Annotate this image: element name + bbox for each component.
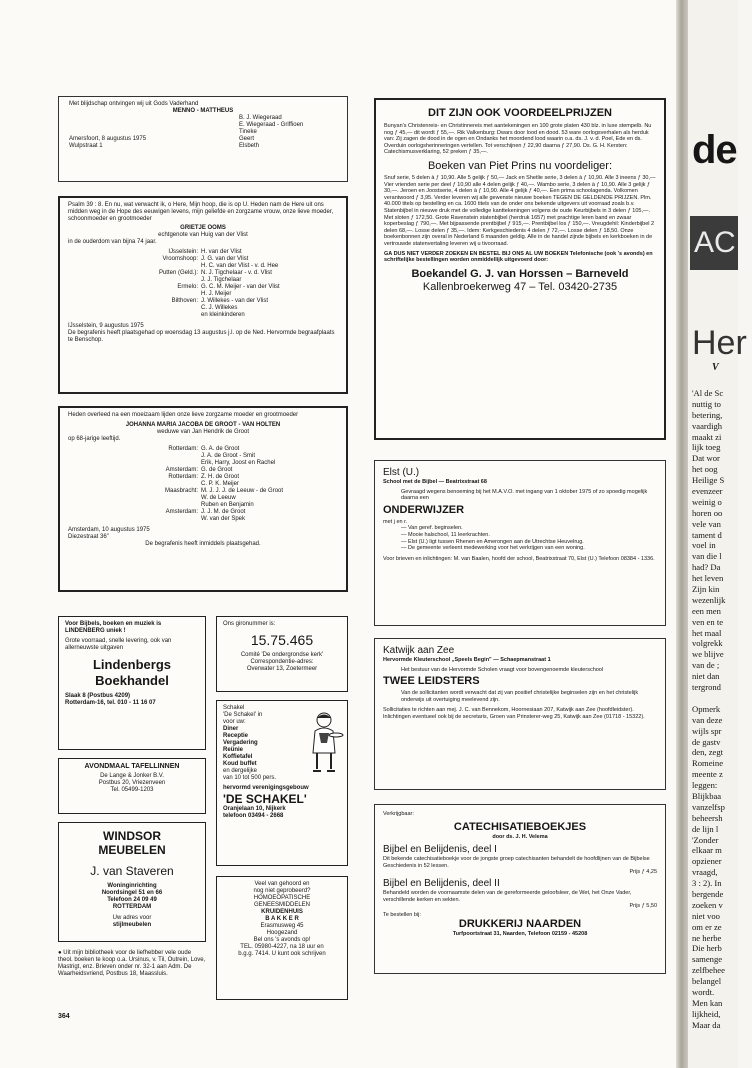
prizes-text: Bunyan's Christenreis- en Christinnereis met aantekeningen en 100 grote platen 430 blz. in luxe stempelb. Nu nog ƒ 45,— dit wordt ƒ 55,—. Rik Valkenburg: Dwars door lood en dood. 53 ware oorlogsverhalen als herduk van: Zij zagen de dood in de ogen en Ondanks het moordend lood waarin o.a. ds. J. v. d. Poel, Ede en ds. Overduin oorlogsherinneringen vertellen. Tot verschijnen ƒ 22,90 daarna ƒ 27,90. Ds. G. H. Kersten: Catechismusverklaring, 52 preken ƒ 35,—.	[384, 123, 652, 156]
schakel-item: Reünie	[223, 747, 244, 753]
cat-book-price: Prijs ƒ 5,50	[629, 903, 657, 910]
family-row: Bilthoven: J. Willekes - van der Vlist	[171, 298, 269, 304]
schakel-line: Schakel	[223, 705, 245, 711]
family-row: W. de Leeuw	[201, 495, 236, 501]
family-row: W. van der Spek	[201, 516, 246, 522]
groot-widow: weduwe van Jan Hendrik de Groot	[156, 429, 250, 435]
right-text-line: Die herb	[692, 943, 722, 954]
lindenberg-name: Lindenbergs	[92, 657, 171, 672]
groot-intro: Heden overleed na een moeizaam lijden onze lieve zorgzame moeder en grootmoeder	[68, 412, 299, 418]
family-row: J. J. Tigchelaar	[201, 277, 242, 283]
right-page	[688, 0, 747, 1068]
elst-contact: Voor brieven en inlichtingen: M. van Baalen, hoofd der school, Beatrixstraat 70, Elst (U.) Telefoon 08384 - 1336.	[383, 555, 655, 562]
family-member: Tineke	[239, 129, 257, 135]
family-row: J. A. de Groot - Smit	[201, 453, 256, 459]
groot-burial: De begrafenis heeft inmiddels plaatsgehad.	[145, 541, 261, 547]
right-text-line: Dat wor	[692, 453, 720, 464]
ooms-name: GRIETJE OOMS	[180, 225, 226, 231]
birth-name: MENNO - MATTHEUS	[172, 108, 234, 114]
cat-book-title: Bijbel en Belijdenis, deel II	[383, 877, 500, 889]
right-text-line: betering,	[692, 409, 723, 420]
right-text-line: niet dan	[692, 671, 720, 682]
family-row: Amsterdam: G. de Groot	[165, 467, 233, 473]
lindenberg-intro: Voor Bijbels, boeken en muziek is LINDENBERG uniek !	[65, 621, 162, 634]
groot-name: JOHANNA MARIA JACOBA DE GROOT - VAN HOLTEN	[125, 422, 281, 428]
waiter-illustration	[305, 711, 343, 773]
schakel-address: Oranjelaan 10, Nijkerk	[223, 806, 286, 812]
kruidenhuis-line: Bel ons 's avonds op!	[253, 937, 311, 943]
right-text-line: elkaar m	[692, 845, 722, 856]
cat-book-text: Behandeld worden de voornaamste delen van de gereformeerde geloofsleer, de Wet, het Onze Vader, verschillende kerken en sekten.	[383, 889, 632, 903]
windsor-line: Woninginrichting	[107, 883, 157, 889]
family-row: Vroomshoop: J. G. van der Vlist	[162, 256, 249, 262]
catechisatie-ad	[374, 804, 666, 974]
right-text-line: den, zegt	[692, 747, 724, 758]
elst-place: Elst (U.)	[383, 467, 420, 478]
schakel-line: 'De Schakel' in	[223, 712, 263, 718]
family-member: Elsbeth	[239, 143, 260, 149]
piet-prins-title: Boeken van Piet Prins nu voordeliger:	[427, 159, 613, 172]
elst-vacancy-title: ONDERWIJZER	[383, 503, 465, 516]
right-text-line: ne herbe	[692, 932, 722, 943]
windsor-ad	[58, 822, 206, 942]
kruidenhuis-line: b.g.g. 7414. U kunt ook schrijven	[238, 951, 326, 957]
right-headline: de	[692, 128, 737, 172]
right-text-line: 3 : 2). In	[692, 878, 722, 889]
family-row: Ermelo: G. C. M. Meijer - van der Vlist	[177, 284, 280, 290]
kruidenhuis-line: Hoogezand	[266, 930, 298, 936]
cat-book-price: Prijs ƒ 4,25	[629, 869, 657, 876]
giro-ad	[216, 616, 348, 692]
right-text-line: 'Zonder	[692, 834, 719, 845]
elst-bullet: — Elst (U.) ligt tussen Rhenen en Amerongen aan de Utrechtse Heuvelrug.	[401, 538, 584, 545]
family-member: Geert	[239, 136, 255, 142]
groot-address: Diezestraat 36"	[68, 534, 109, 540]
birth-announcement	[58, 96, 348, 182]
right-text-line: Blijkbaa	[692, 790, 722, 801]
family-row: Erik, Harry, Joost en Rachel	[201, 460, 276, 466]
avondmaal-title: AVONDMAAL TAFELLINNEN	[84, 763, 180, 770]
right-text-line: het oog	[692, 464, 718, 475]
schakel-item: Koffietafel	[223, 754, 253, 760]
right-banner-text: AC	[694, 226, 736, 259]
right-text-line: nuttig to	[692, 398, 721, 409]
giro-line: Comité 'De ondergrondse kerk'	[240, 652, 324, 658]
kruidenhuis-line: B A K K E R	[265, 916, 299, 922]
right-text-line: we blijve	[692, 649, 724, 660]
prizes-list: Snuf serie, 5 delen à ƒ 10,90. Alle 5 gelijk ƒ 50,— Jack en Shetlie serie, 3 delen à ƒ 10,90. Alle 3 ineens ƒ 30,— Vier vrienden serie per deel ƒ 10,90 alle 4 delen gelijk ƒ 40,—. Wambo serie, 3 delen à ƒ 10,90. Alle 3 gelijk ƒ 30,—. Jeroen en Joostserie, 4 delen à ƒ 10,90. Alle 4 gelijk ƒ 40,—. Een prima schoolagenda. Volkomen verantwoord ƒ 3,95. Verder leveren wij alle gewenste nieuwe boeken TEGEN DE GELDENDE PRIJZEN. Plm. 40.000 titels op bestelling en ca. 1600 titels van de onder ons bekende uitgevers uit voorraad zoals b.v. Statenbijbel in nieuwe druk met de volledige kanttekeningen volgens de oude Keurbijbels in 3 delen ƒ 105,—. Met sloten ƒ 172,50. Grote Ravenstein statenbijbel (herdruk 1657) met prachtige leren band en zwaar koperbeslag ƒ 790,—. Met bijpassende prentbijbel ƒ 915,—. Prentbijbel los ƒ 150,—. Vreugdehil: Kinderbijbel 2 delen 68,—. Losse delen ƒ 35,—. Idem: Kerkgeschiedenis 4 delen ƒ 72,—. Losse delen ƒ 18,50. Onze boekenbonnen zijn overal in Nederland 6 maanden geldig. Alle in de handel zijnde bijbels en kerkboeken in de vertrouwde statenvertaling leveren wij u tivoorraad.	[384, 174, 656, 247]
right-text-line: bergende	[692, 888, 724, 899]
lindenberg-name: Boekhandel	[95, 673, 169, 688]
birth-address: Wulpstraat 1	[69, 143, 103, 149]
right-text-line: het maal	[692, 627, 722, 638]
cat-avail: Verkrijgbaar:	[383, 811, 414, 817]
schakel-item: Diner	[223, 726, 239, 732]
right-text-line: zelfbehee	[692, 965, 725, 976]
right-heading: Her	[692, 324, 747, 362]
schakel-item: Receptie	[223, 733, 249, 739]
ooms-age: in de ouderdom van bijna 74 jaar.	[68, 239, 157, 245]
right-text-line: had? Da	[692, 562, 721, 573]
right-text-line: voel in	[692, 540, 716, 551]
avondmaal-line: Tel. 05499-1203	[110, 787, 154, 793]
obituary-de-groot	[58, 406, 348, 592]
right-text-line: samenge	[692, 954, 723, 965]
ooms-text: Psalm 39 : 8. En nu, wat verwacht ik, o Here, Mijn hoop, die is op U. Heden nam de Here uit ons midden weg in de Hope des eeuwigen levens, mijn geliefde en zorgzame vrouw, onze lieve moeder, schoonmoeder en grootmoeder	[68, 202, 334, 222]
right-text-line: horen oo	[692, 507, 723, 518]
family-row: Maasbracht: M. J. J. J. de Leeuw - de Groot	[164, 488, 284, 494]
elst-bullet: — Mooie halschool, 11 leerkrachten.	[401, 531, 490, 538]
katwijk-intro: Het bestuur van de Hervormde Scholen vraagt voor bovengenoemde kleuterschool	[401, 666, 604, 673]
right-text-line: Men kan	[692, 997, 723, 1008]
kruidenhuis-line: HOMOEOPATISCHE	[253, 895, 311, 901]
right-text-line: tament d	[692, 529, 722, 540]
right-text-line: vele van	[692, 518, 721, 529]
family-member: B. J. Wiegeraad	[239, 115, 282, 121]
right-text-line: lijk toeg	[692, 442, 721, 453]
katwijk-vacancy-title: TWEE LEIDSTERS	[383, 675, 480, 688]
birth-intro: Met blijdschap ontvingen wij uit Gods Vaderhand	[69, 101, 199, 107]
katwijk-contact: Sollicitaties te richten aan mej. J. C. van Bennekom, Hoornesiaan 207, Katwijk aan Zee (hoofdleidster). Inlichtingen eventueel ook bij de secretaris, Groen van Prinsterer-weg 25, Katwijk aan Zee (01718 - 15322).	[383, 707, 645, 720]
right-text-line: evenzeer	[692, 486, 723, 497]
cat-order: Te bestellen bij:	[383, 911, 421, 918]
elst-mjn: met j en r.	[383, 518, 408, 525]
avondmaal-line: De Lange & Jonker B.V.	[100, 773, 164, 779]
windsor-title: WINDSOR	[103, 829, 161, 843]
right-text-line: niet voo	[692, 910, 720, 921]
cat-address: Turfpoortstraat 31, Naarden, Telefoon 02159 - 45208	[452, 931, 588, 938]
prizes-title: DIT ZIJN OOK VOORDEELPRIJZEN	[428, 107, 612, 119]
kruidenhuis-line: KRUIDENHUIS	[261, 909, 303, 915]
giro-number: 15.75.465	[250, 632, 314, 648]
giro-label: Ons gironummer is:	[223, 621, 276, 627]
obituary-ooms	[58, 196, 348, 394]
lindenberg-address: Rotterdam-16, tel. 010 - 11 16 07	[65, 700, 156, 706]
right-text-line: wezenlijk	[692, 594, 726, 605]
ooms-place-date: IJsselstein, 9 augustus 1975	[68, 323, 144, 329]
family-row: Ruben en Benjamin	[201, 502, 254, 508]
elst-school: School met de Bijbel — Beatrixstraat 68	[383, 479, 487, 485]
windsor-line: Uw adres voor	[112, 915, 152, 921]
right-text-line: beheersh	[692, 812, 723, 823]
family-row: Rotterdam: Z. H. de Groot	[168, 474, 240, 480]
family-row: C. J. Willekes	[201, 305, 238, 311]
right-text-line: een men	[692, 605, 721, 616]
kruidenhuis-line: Erasmusweg 45	[260, 923, 304, 929]
right-text-line: meente z	[692, 769, 723, 780]
elst-bullet: — De gemeente verleent medewerking voor het verkrijgen van een woning.	[401, 545, 585, 552]
avondmaal-ad	[58, 758, 206, 814]
right-text-line: tergrond	[692, 682, 721, 693]
right-text-line: opziener	[692, 856, 722, 867]
page-number: 364	[58, 1013, 70, 1020]
right-text-line: Zijn kin	[692, 584, 720, 595]
schakel-name: 'DE SCHAKEL'	[223, 792, 307, 806]
family-row: H. J. Meijer	[201, 291, 232, 297]
lindenberg-address: Slaak 8 (Postbus 4209)	[65, 693, 131, 699]
right-text-line: de lijn l	[692, 823, 719, 834]
schakel-item: Koud buffet	[223, 761, 257, 767]
katwijk-text: Van de sollicitanten wordt verwacht dat zij van positief christelijke beginselen zijn en het christelijk onderwijs uit overtuiging meelevend zijn.	[401, 690, 639, 703]
lindenberg-sub: Grote voorraad, snelle levering, ook van allerneuwste uitgaven	[65, 638, 172, 651]
family-row: H. C. van der Vlist - v. d. Hee	[201, 263, 279, 269]
family-row: Rotterdam: G. A. de Groot	[168, 446, 240, 452]
groot-age: op 68-jarige leeftijd.	[68, 436, 121, 442]
kruidenhuis-line: GENEESMIDDELEN	[253, 902, 310, 908]
windsor-line: ROTTERDAM	[112, 904, 152, 910]
schakel-line: van 10 tot 500 pers.	[223, 775, 277, 781]
ooms-burial: De begrafenis heeft plaatsgehad op woensdag 13 augustus j.l. op de Ned. Hervormde begraafplaats te Benschop.	[68, 330, 335, 343]
right-text-line: het leven	[692, 573, 724, 584]
right-text-line: om er ze	[692, 921, 722, 932]
schakel-item: Vergadering	[223, 740, 258, 746]
schakel-address: telefoon 03494 - 2668	[223, 813, 284, 819]
windsor-title: MEUBELEN	[98, 843, 166, 857]
family-row: Amsterdam: J. J. M. de Groot	[165, 509, 246, 515]
library-notice: ● Uit mijn bibliotheek voor de liefhebber vele oude theol. boeken te koop o.a. Ursinus, v. Til, Outrein, Love, Mastrigt, enz. Brieven onder nr. 32-1 aan Adm. De Waarheidsvriend, Postbus 18, Maassluis.	[58, 950, 206, 977]
cat-book-title: Bijbel en Belijdenis, deel I	[383, 844, 497, 856]
family-row: C. P. K. Meijer	[201, 481, 239, 487]
right-text-line: Romeine	[692, 758, 724, 769]
book-gutter	[676, 0, 688, 1068]
elst-intro: Gevraagd wegens benoeming bij het M.A.V.O. met ingang van 1 oktober 1975 of zo spoedig mogelijk daarna een	[401, 488, 648, 502]
right-text-line: vraagd,	[692, 867, 718, 878]
right-column-text	[692, 388, 752, 1031]
katwijk-school: Hervormde Kleuterschool „Speels Begin" — Schaepmanstraat 1	[383, 657, 551, 663]
right-text-line: vanzelfsp	[692, 801, 725, 812]
schakel-line: voor uw:	[223, 719, 246, 725]
katwijk-place: Katwijk aan Zee	[383, 645, 455, 656]
right-text-line: de gastv	[692, 736, 721, 747]
right-text-line: 'Al de Sc	[692, 388, 724, 398]
lindenberg-ad	[58, 616, 206, 750]
book-prices-ad	[374, 98, 666, 440]
cat-printer: DRUKKERIJ NAARDEN	[458, 918, 582, 931]
kruidenhuis-ad	[216, 876, 348, 1000]
cat-title: CATECHISATIEBOEKJES	[453, 820, 587, 833]
right-text-line: leggen:	[692, 780, 718, 791]
schakel-line: en dergelijke	[223, 768, 258, 774]
windsor-line: Telefoon 24 09 49	[107, 897, 157, 903]
windsor-line: Noordsingel 51 en 66	[101, 890, 163, 896]
family-row: IJsselstein: H. van der Vlist	[168, 249, 242, 255]
shop-name: Boekandel G. J. van Horssen – Barneveld	[411, 267, 629, 280]
kruidenhuis-line: nog niet geprobeerd?	[253, 888, 311, 894]
giro-line: Correspondentie-adres:	[250, 659, 314, 665]
elst-vacancy	[374, 460, 666, 626]
giro-line: Overwater 13, Zoetermeer	[246, 666, 318, 672]
groot-place-date: Amsterdam, 10 augustus 1975	[68, 527, 150, 533]
schakel-line: hervormd verenigingsgebouw	[223, 785, 309, 791]
right-byline: V	[712, 362, 719, 373]
right-text-line: ven en te	[692, 616, 724, 627]
right-text-line: maakt zi	[692, 431, 722, 442]
cat-author: door ds. J. H. Velema	[492, 833, 548, 840]
right-text-line: wijls spr	[692, 725, 722, 736]
right-text-line: belangel	[692, 976, 722, 987]
right-text-line: zoeken v	[692, 899, 723, 910]
right-text-line: van deze	[692, 714, 723, 725]
avondmaal-line: Postbus 20, Vriezenveen	[98, 780, 166, 786]
shop-address: Kallenbroekerweg 47 – Tel. 03420-2735	[422, 280, 618, 293]
kruidenhuis-line: Veel van gehoord en	[254, 881, 310, 887]
ooms-spouse: echtgenote van Huig van der Vlist	[158, 232, 248, 238]
birth-place-date: Amersfoort, 8 augustus 1975	[69, 136, 147, 142]
family-row: en kleinkinderen	[201, 312, 245, 318]
right-text-line	[692, 693, 752, 704]
right-text-line: lijkheid,	[692, 1008, 721, 1019]
family-member: E. Wiegeraad - Griffioen	[239, 122, 304, 128]
right-text-line: weinig o	[692, 496, 722, 507]
schakel-ad	[216, 700, 348, 866]
elst-bullet: — Van geref. beginselen.	[401, 525, 463, 532]
family-row: Putten (Geld.): N. J. Tigchelaar - v. d. Vlist	[158, 270, 272, 276]
right-text-line: wordt.	[692, 986, 715, 997]
right-text-line: volgrekk	[692, 638, 723, 649]
right-text-line: van de ;	[692, 660, 720, 671]
right-text-line: Heilige S	[692, 475, 725, 486]
right-text-line: van die l	[692, 551, 722, 562]
right-text-line: vaardigh	[692, 420, 723, 431]
cat-book-text: Dit bekende catechisatieboekje voor de jongste groep catechisanten behandelt de hoofdlijnen van de Bijbelse Geschiedenis in 52 lessen.	[383, 856, 650, 869]
right-banner	[690, 216, 738, 270]
right-text-line: Maar da	[692, 1019, 721, 1030]
windsor-name: J. van Staveren	[90, 864, 174, 878]
right-text-line: Opmerk	[692, 703, 721, 714]
katwijk-vacancy	[374, 638, 666, 790]
windsor-line: stijlmeubelen	[112, 922, 152, 928]
kruidenhuis-line: TEL. 05980-4227, na 18 uur en	[240, 944, 324, 950]
prizes-outro: GA DUS NIET VERDER ZOEKEN EN BESTEL BIJ ONS AL UW BOEKEN Telefonische (ook 's avonds) en schriftelijke bestellingen worden onmiddellijk uitgevoerd door:	[384, 250, 653, 264]
